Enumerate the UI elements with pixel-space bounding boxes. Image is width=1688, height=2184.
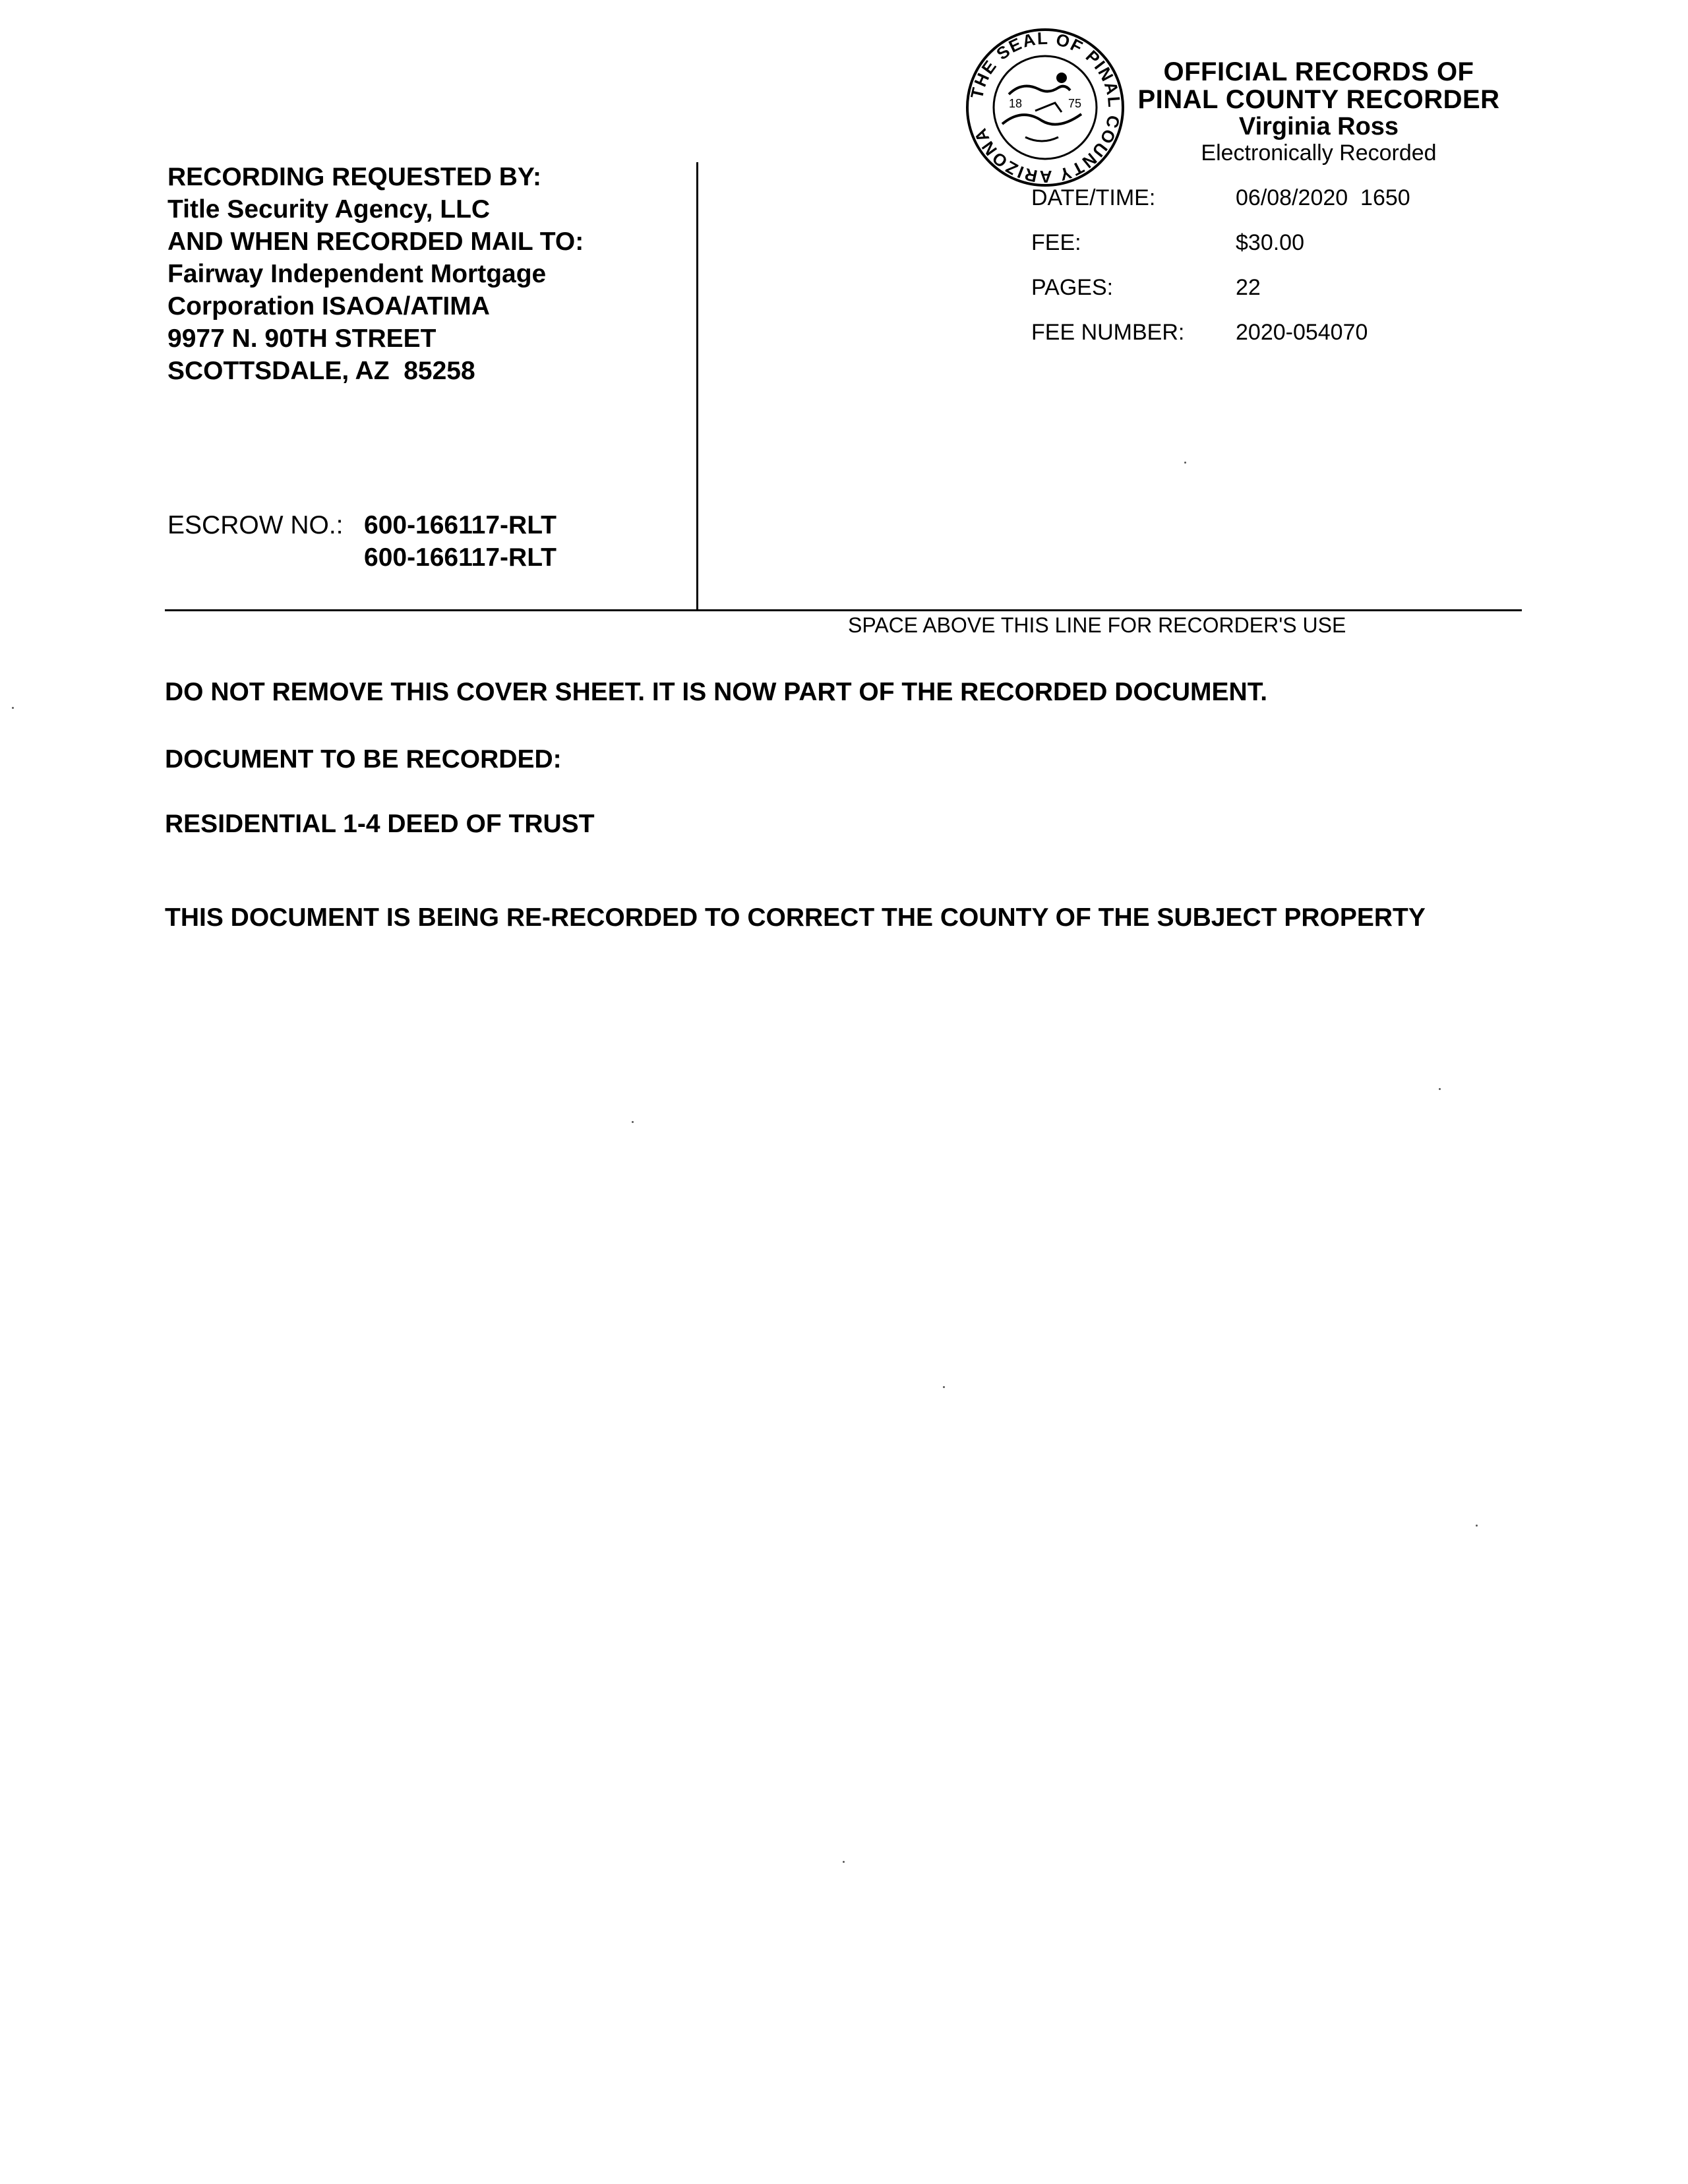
recording-info-label: DATE/TIME:: [1031, 185, 1156, 210]
scan-speck: [632, 1121, 634, 1123]
mail-to-street: 9977 N. 90TH STREET: [167, 324, 437, 353]
recording-info-value: 06/08/2020 1650: [1236, 185, 1410, 210]
recording-info-label: PAGES:: [1031, 274, 1114, 300]
recorder-title-line-1: OFFICIAL RECORDS OF: [1163, 57, 1474, 86]
recording-info-row: [1031, 310, 1499, 355]
recording-info-row: [1031, 220, 1499, 265]
county-seal-icon: [963, 25, 1128, 190]
recording-info-value: 22: [1236, 274, 1261, 300]
recorder-name: Virginia Ross: [1238, 113, 1399, 140]
seal-outer-text: THE SEAL OF PINAL COUNTY ARIZONA: [966, 28, 1125, 187]
mail-to-name-line-2: Corporation ISAOA/ATIMA: [167, 292, 490, 320]
recorder-title-line-2: PINAL COUNTY RECORDER: [1137, 85, 1500, 114]
escrow-block: [167, 509, 557, 574]
document-heading: DOCUMENT TO BE RECORDED:: [165, 745, 562, 774]
mail-to-city: SCOTTSDALE, AZ 85258: [167, 357, 475, 385]
document-type: RESIDENTIAL 1-4 DEED OF TRUST: [165, 810, 595, 838]
recorder-header: [1121, 58, 1517, 166]
recording-info: [1031, 175, 1499, 355]
mail-to-name-line-1: Fairway Independent Mortgage: [167, 260, 547, 288]
recording-info-label: FEE NUMBER:: [1031, 319, 1185, 345]
scan-speck: [843, 1861, 845, 1863]
vertical-divider: [696, 162, 698, 611]
scan-speck: [943, 1386, 945, 1388]
requested-by-name: Title Security Agency, LLC: [167, 195, 491, 224]
requested-by-block: [167, 161, 682, 387]
recording-info-row: [1031, 265, 1499, 310]
scan-speck: [1476, 1525, 1478, 1527]
re-record-notice: THIS DOCUMENT IS BEING RE-RECORDED TO CORRECT THE COUNTY OF THE SUBJECT PROPERTY: [165, 903, 1426, 932]
mail-to-heading: AND WHEN RECORDED MAIL TO:: [167, 228, 584, 256]
recording-info-label: FEE:: [1031, 229, 1081, 255]
escrow-number: 600-166117-RLT: [364, 511, 557, 539]
scan-speck: [12, 707, 14, 709]
recording-info-value: 2020-054070: [1236, 319, 1368, 345]
escrow-label: ESCROW NO.:: [167, 511, 344, 539]
recorder-use-divider: [165, 609, 1522, 611]
seal-year-left: 18: [1009, 97, 1023, 110]
cover-sheet-notice: DO NOT REMOVE THIS COVER SHEET. IT IS NOW PART OF THE RECORDED DOCUMENT.: [165, 678, 1268, 706]
scan-speck: [1439, 1088, 1441, 1090]
recording-info-value: $30.00: [1236, 229, 1304, 255]
escrow-number: 600-166117-RLT: [364, 543, 557, 572]
seal-year-right: 75: [1068, 97, 1082, 110]
recording-info-row: [1031, 175, 1499, 220]
scan-speck: [1184, 462, 1186, 464]
recording-method: Electronically Recorded: [1201, 140, 1437, 166]
requested-by-heading: RECORDING REQUESTED BY:: [167, 163, 541, 191]
recorder-use-note: SPACE ABOVE THIS LINE FOR RECORDER'S USE: [848, 613, 1346, 637]
